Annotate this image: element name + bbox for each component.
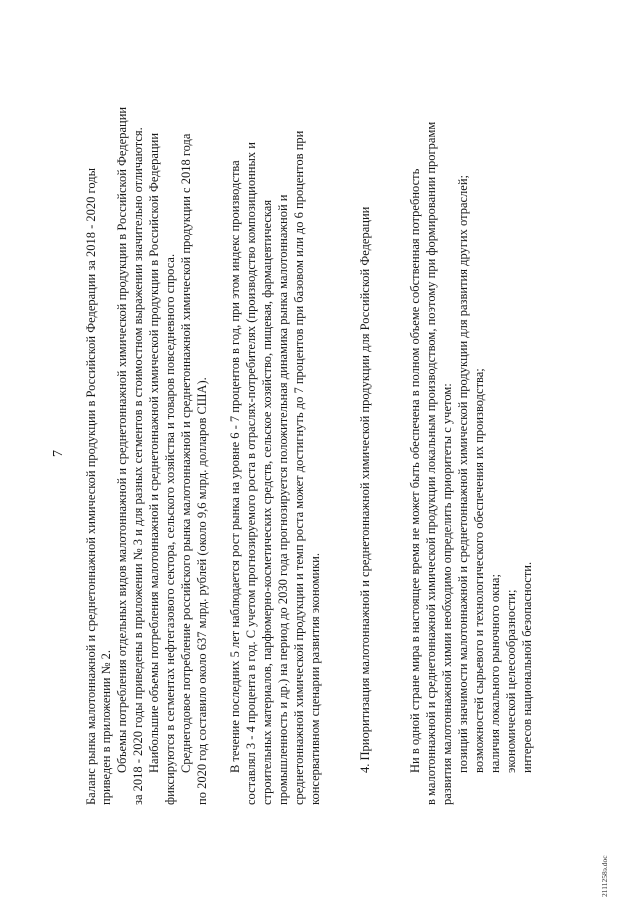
paragraph-line: консервативном сценарии развития экономики. <box>308 552 322 805</box>
paragraph-line: среднетоннажной химической продукции и темп роста может достигнуть до 7 процентов при базовом или до 6 процентов при <box>292 130 306 805</box>
section-heading: 4. Приоритизация малотоннажной и среднетоннажной химической продукции для Российской Федерации <box>358 206 372 773</box>
paragraph-line: Ни в одной стране мира в настоящее время не может быть обеспечена в полном объеме собственная потребность <box>408 168 422 773</box>
paragraph-line: В течение последних 5 лет наблюдается рост рынка на уровне 6 - 7 процентов в год, при этом индекс производства <box>228 160 242 773</box>
paragraph-line: составлял 3 - 4 процента в год. С учетом прогнозируемого роста в отраслях-потребителях (производство композиционных и <box>244 142 258 805</box>
paragraph-line: Среднегодовое потребление российского рынка малотоннажной и среднетоннажной химической продукции с 2018 года <box>179 133 193 773</box>
list-item: интересов национальной безопасности. <box>520 561 534 773</box>
footer-document-code: 2111258э.doc <box>600 855 609 897</box>
page-number: 7 <box>51 450 66 457</box>
paragraph-line: фиксируются в сегментах нефтегазового сектора, сельского хозяйства и товаров повседневного спроса. <box>163 253 177 805</box>
paragraph-line: Баланс рынка малотоннажной и среднетоннажной химической продукции в Российской Федерации за 2018 - 2020 годы <box>84 168 98 805</box>
paragraph-line: Объемы потребления отдельных видов малотоннажной и среднетоннажной химической продукции в Российской Федерации <box>115 106 129 773</box>
paragraph-line: строительных материалов, парфюмерно-косметических средств, сельское хозяйство, пищевая, фармацевтическая <box>260 199 274 805</box>
list-item: наличия локального рыночного окна; <box>488 574 502 773</box>
paragraph-line: Наибольшие объемы потребления малотоннажной и среднетоннажной химической продукции в Российской Федерации <box>147 132 161 773</box>
paragraph-line: в малотоннажной и среднетоннажной химической продукции локальным производством, поэтому при формировании программ <box>424 121 438 805</box>
paragraph-line: приведен в приложении № 2. <box>99 649 113 805</box>
paragraph-line: по 2020 год составило около 637 млрд. рублей (около 9,6 млрд. долларов США). <box>195 377 209 805</box>
paragraph-line: промышленность и др.) на период до 2030 года прогнозируется положительная динамика рынка малотоннажной и <box>276 194 290 805</box>
list-item: позиций значимости малотоннажной и среднетоннажной химической продукции для развития других отраслей; <box>456 175 470 773</box>
list-item: экономической целесообразности; <box>504 589 518 773</box>
paragraph-line: развития малотоннажной химии необходимо определить приоритеты с учетом: <box>440 383 454 805</box>
paragraph-line: за 2018 - 2020 годы приведены в приложении № 3 и для разных сегментов в стоимостном выражении значительно отличаются. <box>131 127 145 805</box>
list-item: возможностей сырьевого и технологического обеспечения их производства; <box>472 368 486 773</box>
